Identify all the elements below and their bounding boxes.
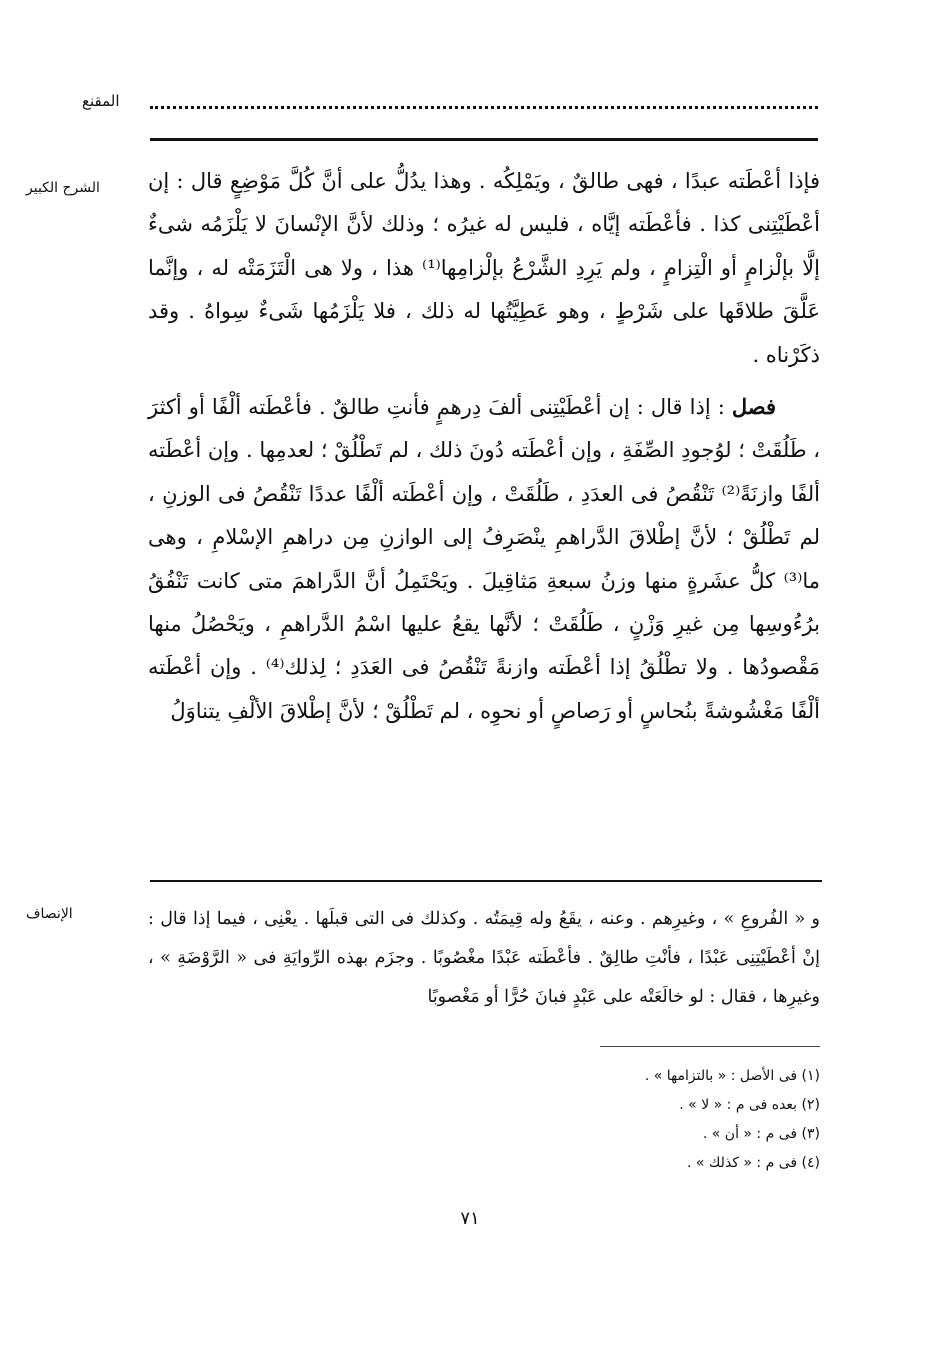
section-heading-fasl: فصل [731, 394, 776, 420]
running-header-title: المقنع [82, 92, 120, 110]
main-paragraph-2-text: : إذا قال : إن أعْطَيْتِنى ألفَ دِرهمٍ فأنتِ طالقٌ . فأعْطَته ألْفًا أو أكثرَ ، طَلُقَتْ ؛ لوُجودِ الصِّفَةِ ، وإن أعْطَته دُونَ ذلك ، لم تَطْلُقْ ؛ لعدمِها . وإن أعْطَته ألفًا وازنَةً⁽²⁾ تَنْقُصُ فى العدَدِ ، طَلُقَتْ ، وإن أعْطَته ألْفًا عددًا تَنْقُصُ فى الوزنِ ، لم تَطْلُقْ ؛ لأنَّ إطْلاقَ الدَّراهمِ ينْصَرِفُ إلى الوازنِ مِن دراهمِ الإسْلامِ ، وهى ما⁽³⁾ كلُّ عشَرةٍ منها وزنُ سبعةِ مَثاقِيلَ . ويَحْتَمِلُ أنَّ الدَّراهمَ متى كانت تَنْفُقُ برُءُوسِها مِن غيرِ وَزْنٍ ، طَلُقَتْ ؛ لأنَّها يقعُ عليها اسْمُ الدَّراهمِ ، ويَحْصُلُ منها مَقْصودُها . ولا تطْلُقُ إذا أعْطَته وازنةً تَنْقُصُ فى العَدَدِ ؛ لِذلك⁽⁴⁾ . وإن أعْطَته ألْفًا مَغْشُوشةً بنُحاسٍ أو رَصاصٍ أو نحوِه ، لم تَطْلُقْ ؛ لأنَّ إطْلاقَ الألْفِ يتناوَلُ [148, 395, 821, 723]
main-paragraph-2 [148, 385, 820, 733]
section-divider-rule [150, 880, 822, 882]
header-dotted-leader [150, 106, 818, 109]
commentary-block [148, 900, 820, 1017]
page-number: ٧١ [460, 1208, 480, 1229]
main-paragraph-1: فإذا أعْطَته عبدًا ، فهى طالقٌ ، ويَمْلِكُه . وهذا يدُلُّ على أنَّ كُلَّ مَوْضِعٍ قال : إن أعْطَيْتِنى كذا . فأعْطَته إيَّاه ، فليس له غيرُه ؛ وذلك لأنَّ الإنْسانَ لا يَلْزَمُه شىءٌ إلَّا بإلْزامٍ أو الْتِزامٍ ، ولم يَرِدِ الشَّرْعُ بإلْزامِها⁽¹⁾ هذا ، ولا هى الْتَزَمَتْه له ، وإنَّما عَلَّقَ طلاقَها على شَرْطٍ ، وهو عَطِيَّتُها له ذلك ، فلا يَلْزَمُها شَىءٌ سِواهُ . وقد ذكَرْناه . [148, 169, 820, 367]
side-label-insaf: الإنصاف [26, 906, 73, 922]
footnote-4: (٤) فى م : « كذلك » . [686, 1155, 820, 1171]
footnote-rule [600, 1046, 820, 1047]
footnote-2: (٢) بعده فى م : « لا » . [679, 1097, 820, 1113]
commentary-paragraph: و « الفُروعِ » ، وغيرِهم . وعنه ، يقَعُ وله قِيمَتُه . وكذلك فى التى قبلَها . يعْنِى ، فيما إذا قال : إنْ أعْطَيْتِنِى عَبْدًا ، فأنْتِ طالِقٌ . فأعْطَته عَبْدًا مغْصُوبًا . وجزَم بهذه الرِّوايَةِ فى « الرَّوْضَةِ » ، وغيرِها ، فقال : لو خالَعَتْه على عَبْدٍ فبانَ حُرًّا أو مَغْصوبًا [148, 909, 820, 1007]
header-rule [150, 138, 818, 141]
footnotes [420, 1062, 820, 1178]
side-label-sharh: الشرح الكبير [26, 180, 100, 196]
main-text-block [148, 160, 820, 733]
footnote-1: (١) فى الأصل : « بالتزامها » . [644, 1068, 820, 1084]
footnote-3: (٣) فى م : « أن » . [702, 1126, 820, 1142]
